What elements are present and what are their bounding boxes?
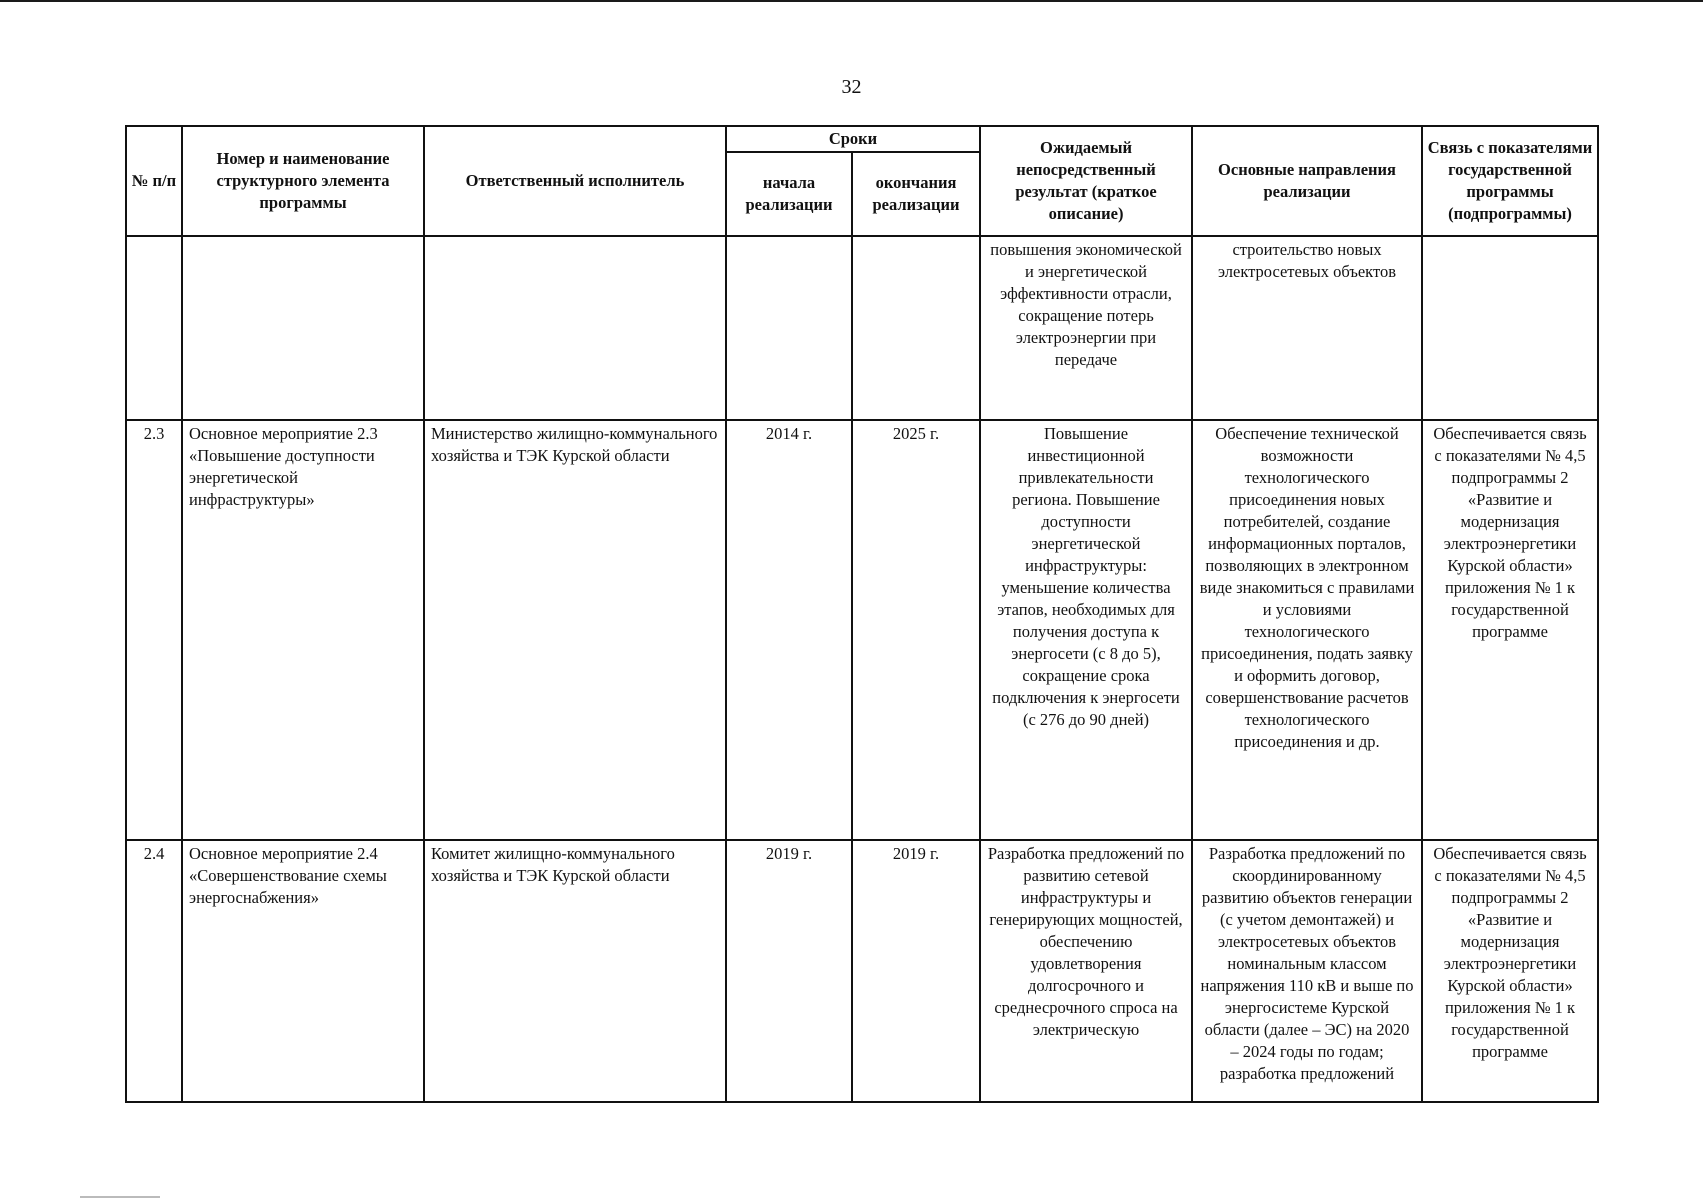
header-start: начала реализации xyxy=(726,152,852,236)
top-border-line xyxy=(0,0,1703,2)
header-executor: Ответственный исполнитель xyxy=(424,126,726,236)
header-end: окончания реализации xyxy=(852,152,980,236)
cell-directions: строительство новых электросетевых объектов xyxy=(1192,236,1422,420)
header-element: Номер и наименование структурного элемента программы xyxy=(182,126,424,236)
header-terms: Сроки xyxy=(726,126,980,152)
cell-executor: Министерство жилищно-коммунального хозяйства и ТЭК Курской области xyxy=(424,420,726,840)
cell-num: 2.4 xyxy=(126,840,182,1102)
header-num: № п/п xyxy=(126,126,182,236)
cell-num xyxy=(126,236,182,420)
header-directions: Основные направления реализации xyxy=(1192,126,1422,236)
header-result: Ожидаемый непосредственный результат (краткое описание) xyxy=(980,126,1192,236)
cell-directions: Обеспечение технической возможности технологического присоединения новых потребителей, создание информационных порталов, позволяющих в электронном виде знакомиться с правилами и условиями технологического присоединения, подать заявку и оформить договор, совершенствование расчетов технологического присоединения и др. xyxy=(1192,420,1422,840)
page-number: 32 xyxy=(841,76,862,98)
header-row-1 xyxy=(126,126,1598,152)
cell-link xyxy=(1422,236,1598,420)
cell-num: 2.3 xyxy=(126,420,182,840)
cell-start: 2019 г. xyxy=(726,840,852,1102)
cell-element xyxy=(182,236,424,420)
cell-executor xyxy=(424,236,726,420)
cell-end xyxy=(852,236,980,420)
cell-start: 2014 г. xyxy=(726,420,852,840)
cell-end: 2025 г. xyxy=(852,420,980,840)
program-table xyxy=(125,125,1599,1103)
cell-result: повышения экономической и энергетической эффективности отрасли, сокращение потерь электроэнергии при передаче xyxy=(980,236,1192,420)
cell-link: Обеспечивается связь с показателями № 4,5 подпрограммы 2 «Развитие и модернизация электроэнергетики Курской области» приложения № 1 к государственной программе xyxy=(1422,840,1598,1102)
scan-edge-mark xyxy=(80,1196,160,1198)
cell-executor: Комитет жилищно-коммунального хозяйства и ТЭК Курской области xyxy=(424,840,726,1102)
table-row xyxy=(126,840,1598,1102)
cell-result: Повышение инвестиционной привлекательности региона. Повышение доступности энергетической инфраструктуры: уменьшение количества этапов, необходимых для получения доступа к энергосети (с 8 до 5), сокращение срока подключения к энергосети (с 276 до 90 дней) xyxy=(980,420,1192,840)
table-row xyxy=(126,420,1598,840)
header-link: Связь с показателями государственной программы (подпрограммы) xyxy=(1422,126,1598,236)
cell-element: Основное мероприятие 2.4 «Совершенствование схемы энергоснабжения» xyxy=(182,840,424,1102)
cell-element: Основное мероприятие 2.3 «Повышение доступности энергетической инфраструктуры» xyxy=(182,420,424,840)
cell-result: Разработка предложений по развитию сетевой инфраструктуры и генерирующих мощностей, обеспечению удовлетворения долгосрочного и среднесрочного спроса на электрическую xyxy=(980,840,1192,1102)
cell-start xyxy=(726,236,852,420)
cell-directions: Разработка предложений по скоординированному развитию объектов генерации (с учетом демонтажей) и электросетевых объектов номинальным классом напряжения 110 кВ и выше по энергосистеме Курской области (далее – ЭС) на 2020 – 2024 годы по годам; разработка предложений xyxy=(1192,840,1422,1102)
cell-link: Обеспечивается связь с показателями № 4,5 подпрограммы 2 «Развитие и модернизация электроэнергетики Курской области» приложения № 1 к государственной программе xyxy=(1422,420,1598,840)
table-row xyxy=(126,236,1598,420)
cell-end: 2019 г. xyxy=(852,840,980,1102)
